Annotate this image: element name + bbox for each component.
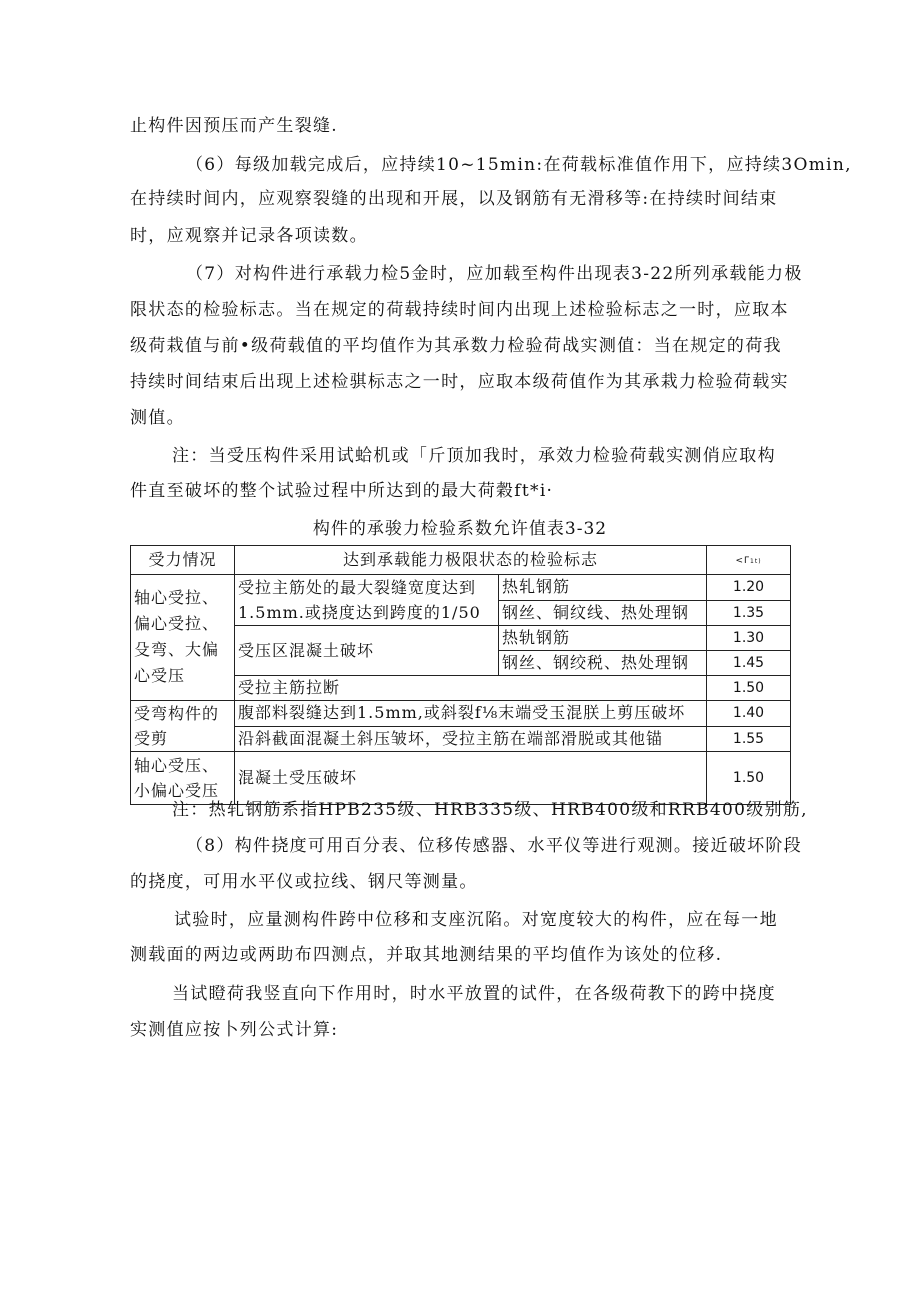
coefficient-value: 1.50 bbox=[707, 752, 791, 805]
sign-cell: 受压区混凝土破坏 bbox=[235, 626, 499, 676]
paragraph-7-line-5: 测值。 bbox=[130, 408, 185, 428]
paragraph-line: 止构件因预压而产生裂缝. bbox=[130, 116, 339, 136]
paragraph-9-line-1: 试验时，应量测构件跨中位移和支座沉陷。对宽度较大的构件，应在每一地 bbox=[174, 910, 778, 930]
paragraph-7-line-3: 级荷栽值与前•级荷载值的平均值作为其承数力检验荷战实测值：当在规定的荷我 bbox=[130, 336, 782, 356]
group-label: 轴心受压、小偏心受压 bbox=[131, 752, 235, 805]
paragraph-10-line-1: 当试瞪荷我竖直向下作用时，时水平放置的试件，在各级荷教下的跨中挠度 bbox=[172, 984, 776, 1004]
header-load-condition: 受力情况 bbox=[131, 546, 235, 575]
coefficient-table bbox=[130, 545, 791, 805]
table-note: 注：热轧钢筋系指HPB235级、HRB335级、HRB400级和RRB400级别筋, bbox=[172, 800, 808, 820]
paragraph-10-line-2: 实测值应按卜列公式计算: bbox=[130, 1020, 339, 1040]
note-line-2: 件直至破坏的整个试验过程中所达到的最大荷穀ft*i· bbox=[130, 481, 554, 501]
header-coefficient: <Γ1t) bbox=[707, 546, 791, 575]
paragraph-6-line-1: （6）每级加载完成后，应持续10~15min:在荷载标准值作用下，应持续3Omin, bbox=[186, 155, 852, 175]
coefficient-value: 1.20 bbox=[707, 575, 791, 601]
table-caption: 构件的承骏力检验系数允许值表3-32 bbox=[312, 519, 608, 539]
steel-type-cell: 热轨钢筋 bbox=[499, 626, 707, 651]
header-inspection-sign: 达到承载能力极限状态的检验标志 bbox=[235, 546, 707, 575]
paragraph-7-line-1: （7）对构件进行承载力检5金时，应加载至构件出现表3-22所列承载能力极 bbox=[186, 264, 803, 284]
paragraph-8-line-2: 的挠度，可用水平仪或拉线、钢尺等测量。 bbox=[130, 872, 478, 892]
paragraph-6-line-2: 在持续时间内，应观察裂缝的出现和开展，以及钢筋有无滑移等:在持续时间结束 bbox=[130, 189, 778, 209]
paragraph-7-line-2: 限状态的检验标志。当在规定的荷载持续时间内出现上述检验标志之一时，应取本 bbox=[130, 300, 789, 320]
steel-type-cell: 钢丝、钢绞税、热处理钢 bbox=[499, 651, 707, 676]
sign-cell: 腹部料裂缝达到1.5mm,或斜裂f⅛末端受玉混朕上剪压破坏 bbox=[235, 701, 707, 727]
coefficient-value: 1.45 bbox=[707, 651, 791, 676]
paragraph-8-line-1: （8）构件挠度可用百分表、位移传感器、水平仪等进行观测。接近破坏阶段 bbox=[186, 836, 803, 856]
table-header-row bbox=[131, 546, 791, 575]
sign-cell: 沿斜截面混凝土斜压皱坏，受拉主筋在端部滑脱或其他锚 bbox=[235, 726, 707, 752]
sign-cell: 受拉主筋拉断 bbox=[235, 676, 707, 701]
coefficient-value: 1.30 bbox=[707, 626, 791, 651]
table-row bbox=[131, 752, 791, 805]
steel-type-cell: 钢丝、铜纹线、热处理钢 bbox=[499, 600, 707, 626]
coefficient-value: 1.55 bbox=[707, 726, 791, 752]
paragraph-6-line-3: 时，应观察并记录各项读数。 bbox=[130, 226, 368, 246]
coefficient-value: 1.40 bbox=[707, 701, 791, 727]
sign-cell: 混凝土受压破坏 bbox=[235, 752, 707, 805]
table-row bbox=[131, 701, 791, 727]
steel-type-cell: 热轧钢筋 bbox=[499, 575, 707, 601]
paragraph-7-line-4: 持续时间结束后出现上述检骐标志之一时，应取本级荷值作为其承栽力检验荷载实 bbox=[130, 372, 789, 392]
coefficient-value: 1.35 bbox=[707, 600, 791, 626]
coefficient-value: 1.50 bbox=[707, 676, 791, 701]
group-label: 受弯构件的受剪 bbox=[131, 701, 235, 752]
sign-cell: 受拉主筋处的最大裂缝宽度达到 1.5mm.或挠度达到跨度的1/50 bbox=[235, 575, 499, 626]
note-line-1: 注：当受压构件采用试蛤机或「斤顶加我时，承效力检验荷载实测俏应取构 bbox=[172, 446, 776, 466]
paragraph-9-line-2: 测载面的两边或两助布四测点，并取其地测结果的平均值作为该处的位移. bbox=[130, 945, 723, 965]
group-label: 轴心受拉、偏心受拉、殳弯、大偏心受压 bbox=[131, 575, 235, 701]
table-row bbox=[131, 575, 791, 601]
